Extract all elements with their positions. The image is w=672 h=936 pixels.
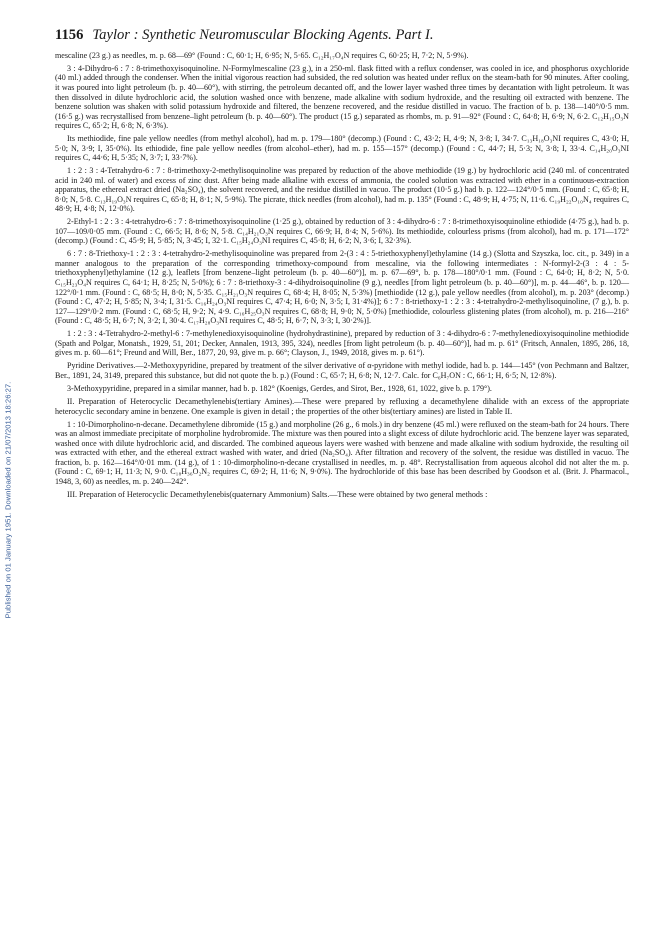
paragraph-dimorpholino-decane: 1 : 10-Dimorpholino-n-decane. Decamethylene dibromide (15 g.) and morpholine (26 g., 6 mols.) in dry benzene (45 ml.) were refluxed on the steam-bath for 24 hours. There was an almost immediate precipitate of morpholine hydrobromide. The mixture was then poured into a slight excess of dilute hydrochloric acid. The benzene layer was separated, washed once with dilute hydrochloric acid, and discarded. The combined aqueous layers were washed with benzene and made alkaline with sodium hydroxide, the resulting oil was extracted with ether, and the ethereal extract washed with water, and dried (Na₂SO₄). After filtration and recovery of the solvent, the residue was distilled in vacuo. The fraction, b. p. 162—164°/0·01 mm. (14 g.), of 1 : 10-dimorpholino-n-decane crystallised in needles, m. p. 48°. Recrystallisation from aqueous alcohol did not alter the m. p. (Found : C, 69·1; H, 11·3; N, 9·0. C₁₈H₃₆O₂N₂ requires C, 69·2; H, 11·6; N, 9·0%). The hydrochloride of this base has been described by Goodson et al. (Brit. J. Pharmacol., 1948, 3, 60) as needles, m. p. 240—242°. — [55, 419, 629, 486]
paragraph-ethyl-tetrahydro: 2-Ethyl-1 : 2 : 3 : 4-tetrahydro-6 : 7 : 8-trimethoxyisoquinoline (1·25 g.), obtained by reduction of 3 : 4-dihydro-6 : 7 : 8-trimethoxyisoquinoline ethiodide (4·75 g.), had b. p. 107—109/0·05 mm. (Found : C, 66·5; H, 8·6; N, 5·8. C₁₄H₂₁O₃N requires C, 66·9; H, 8·4; N, 5·6%). Its methiodide, colourless prisms (from alcohol), had m. p. 171—172° (decomp.) (Found : C, 45·9; H, 5·85; N, 3·45; I, 32·1. C₁₅H₂₄O₃NI requires C, 45·8; H, 6·2; N, 3·6; I, 32·3%). — [55, 217, 629, 246]
download-note: Published on 01 January 1951. Downloaded on 21/07/2013 18:26:27. — [3, 381, 13, 619]
running-title: Taylor : Synthetic Neuromuscular Blocking Agents. Part I. — [92, 27, 434, 43]
paragraph-methiodide: Its methiodide, fine pale yellow needles (from methyl alcohol), had m. p. 179—180° (decomp.) (Found : C, 43·2; H, 4·9; N, 3·8; I, 34·7. C₁₃H₁₈O₃NI requires C, 43·0; H, 5·0; N, 3·9; I, 35·0%). Its ethiodide, fine pale yellow needles (from alcohol–ether), had m. p. 155—157° (decomp.) (Found : C, 44·7; H, 5·3; N, 3·8; I, 33·4. C₁₄H₂₀O₃NI requires C, 44·6; H, 5·35; N, 3·7; I, 33·7%). — [55, 134, 629, 163]
page-header — [55, 26, 629, 44]
journal-page — [55, 26, 629, 503]
page-number: 1156 — [55, 27, 84, 43]
paragraph-hydrohydrastinine: 1 : 2 : 3 : 4-Tetrahydro-2-methyl-6 : 7-methylenedioxyisoquinoline (hydrohydrastinine), prepared by reduction of 3 : 4-dihydro-6 : 7-methylenedioxyisoquinoline methiodide (Spath and Polgar, Monatsh., 1929, 51, 201; Decker, Annalen, 1913, 395, 324), needles [from light petroleum (b. p. 40—60°)], had m. p. 61° (Fritsch, Annalen, 1895, 286, 18, gives m. p. 60—61°; Freund and Will, Ber., 1877, 20, 93, give m. p. 66°; Clayson, J., 1949, 2018, gives m. p. 61°). — [55, 329, 629, 358]
section-ii-heading-paragraph: II. Preparation of Heterocyclic Decamethylenebis(tertiary Amines).—These were prepared by refluxing a decamethylene dihalide with an excess of the appropriate heterocyclic secondary amine in benzene. One example is given in detail ; the properties of the other bis(tertiary amines) are listed in Table II. — [55, 397, 629, 416]
paragraph-pyridine-derivatives: Pyridine Derivatives.—2-Methoxypyridine, prepared by treatment of the silver derivative of α-pyridone with methyl iodide, had b. p. 144—145° (von Pechmann and Baltzer, Ber., 1891, 24, 3149, prepared this substance, but did not quote the b. p.) (Found : C, 65·7; H, 6·8; N, 12·7. Calc. for C₆H₇ON : C, 66·1; H, 6·5; N, 12·8%). — [55, 361, 629, 380]
paragraph-tetrahydro-methyl: 1 : 2 : 3 : 4-Tetrahydro-6 : 7 : 8-trimethoxy-2-methylisoquinoline was prepared by reduction of the above methiodide (19 g.) by hydrochloric acid (240 ml. of concentrated acid in 240 ml. of water) and excess of zinc dust. After being made alkaline with excess of ammonia, the cooled solution was extracted with ether in a continuous-extraction apparatus, the ethereal extract dried (Na₂SO₄), the solvent recovered, and the residue distilled in vacuo. The product (10·5 g.) had b. p. 122—124°/0·5 mm. (Found : C, 65·8; H, 8·0; N, 5·8. C₁₃H₁₉O₃N requires C, 65·8; H, 8·1; N, 5·9%). The picrate, thick needles (from alcohol), had m. p. 135° (Found : C, 48·9; H, 4·75; N, 11·6. C₁₉H₂₂O₁₀N₄ requires C, 48·9; H, 4·8; N, 12·0%). — [55, 166, 629, 214]
download-watermark — [2, 110, 14, 890]
paragraph-mescaline-end: mescaline (23 g.) as needles, m. p. 68—69° (Found : C, 60·1; H, 6·95; N, 5·65. C₁₂H₁₇O₄N requires C, 60·25; H, 7·2; N, 5·9%). — [55, 51, 469, 60]
section-iii-heading-paragraph: III. Preparation of Heterocyclic Decamethylenebis(quaternary Ammonium) Salts.—These were obtained by two general methods : — [67, 490, 488, 500]
paragraph-methoxypyridine: 3-Methoxypyridine, prepared in a similar manner, had b. p. 182° (Koenigs, Gerdes, and Sirot, Ber., 1928, 61, 1022, give b. p. 179°). — [67, 383, 492, 393]
paragraph-dihydro-trimethoxy: 3 : 4-Dihydro-6 : 7 : 8-trimethoxyisoquinoline. N-Formylmescaline (23 g.), in a 250-ml. flask fitted with a reflux condenser, was cooled in ice, and phosphorus oxychloride (40 ml.) added through the condenser. When the initial vigorous reaction had subsided, the red solution was heated under reflux on the steam-bath for 90 minutes. After cooling, it was poured into light petroleum (b. p. 40—60°), with stirring, the petroleum decanted off, and the lower layer washed three times by decantation with light petroleum. It was then dissolved in dilute hydrochloric acid, the solution washed once with benzene, made alkaline with sodium hydroxide, and the resulting oil extracted with benzene. The benzene solution was shaken with solid potassium hydroxide and filtered, the benzene recovered, and the residue distilled in vacuo. The fraction of b. p. 138—140°/0·5 mm. (16·5 g.) was recrystallised from benzene–light petroleum (b. p. 40—60°). The product (15 g.) separated as rhombs, m. p. 91—92° (Found : C, 64·8; H, 6·9; N, 6·2. C₁₂H₁₅O₃N requires C, 65·2; H, 6·8; N, 6·3%). — [55, 63, 629, 131]
paragraph-triethoxy: 6 : 7 : 8-Triethoxy-1 : 2 : 3 : 4-tetrahydro-2-methylisoquinoline was prepared from 2-(3 : 4 : 5-triethoxyphenyl)ethylamine (14 g.) (Slotta and Szyszka, loc. cit., p. 349) in a manner analogous to the preparation of the corresponding trimethoxy-compound from mescaline, via the following intermediates : N-formyl-2-(3 : 4 : 5-triethoxyphenyl)ethylamine (12 g.), leaflets [from benzene–light petroleum (b. p. 40—60°)], m. p. 67—69°, b. p. 178—180°/0·1 mm. (Found : C, 64·0; H, 8·2; N, 5·0. C₁₅H₂₃O₄N requires C, 64·1; H, 8·25; N, 5·0%); 6 : 7 : 8-triethoxy-3 : 4-dihydroisoquinoline (9 g.), needles [from light petroleum (b. p. 40—60°)], m. p. 44—46°, b. p. 120—122°/0·1 mm. (Found : C, 68·5; H, 8·0; N, 5·35. C₁₅H₂₁O₃N requires C, 68·4; H, 8·05; N, 5·3%) [methiodide (12 g.), pale yellow needles (from alcohol), m. p. 203° (decomp.) (Found : C, 47·2; H, 5·85; N, 3·4; I, 31·5. C₁₆H₂₄O₃NI requires C, 47·4; H, 6·0; N, 3·5; I, 31·4%)]; 6 : 7 : 8-triethoxy-1 : 2 : 3 : 4-tetrahydro-2-methylisoquinoline, (7 g.), b. p. 127—129°/0·2 mm. (Found : C, 68·5; H, 9·2; N, 4·9. C₁₆H₂₅O₃N requires C, 68·8; H, 9·0; N, 5·0%) [methiodide, colourless glistening plates (from alcohol), m. p. 216—216° (Found : C, 48·5; H, 6·7; N, 3·2; I, 30·4. C₁₇H₂₈O₃NI requires C, 48·5; H, 6·7; N, 3·3; I, 30·2%)]. — [55, 249, 629, 326]
